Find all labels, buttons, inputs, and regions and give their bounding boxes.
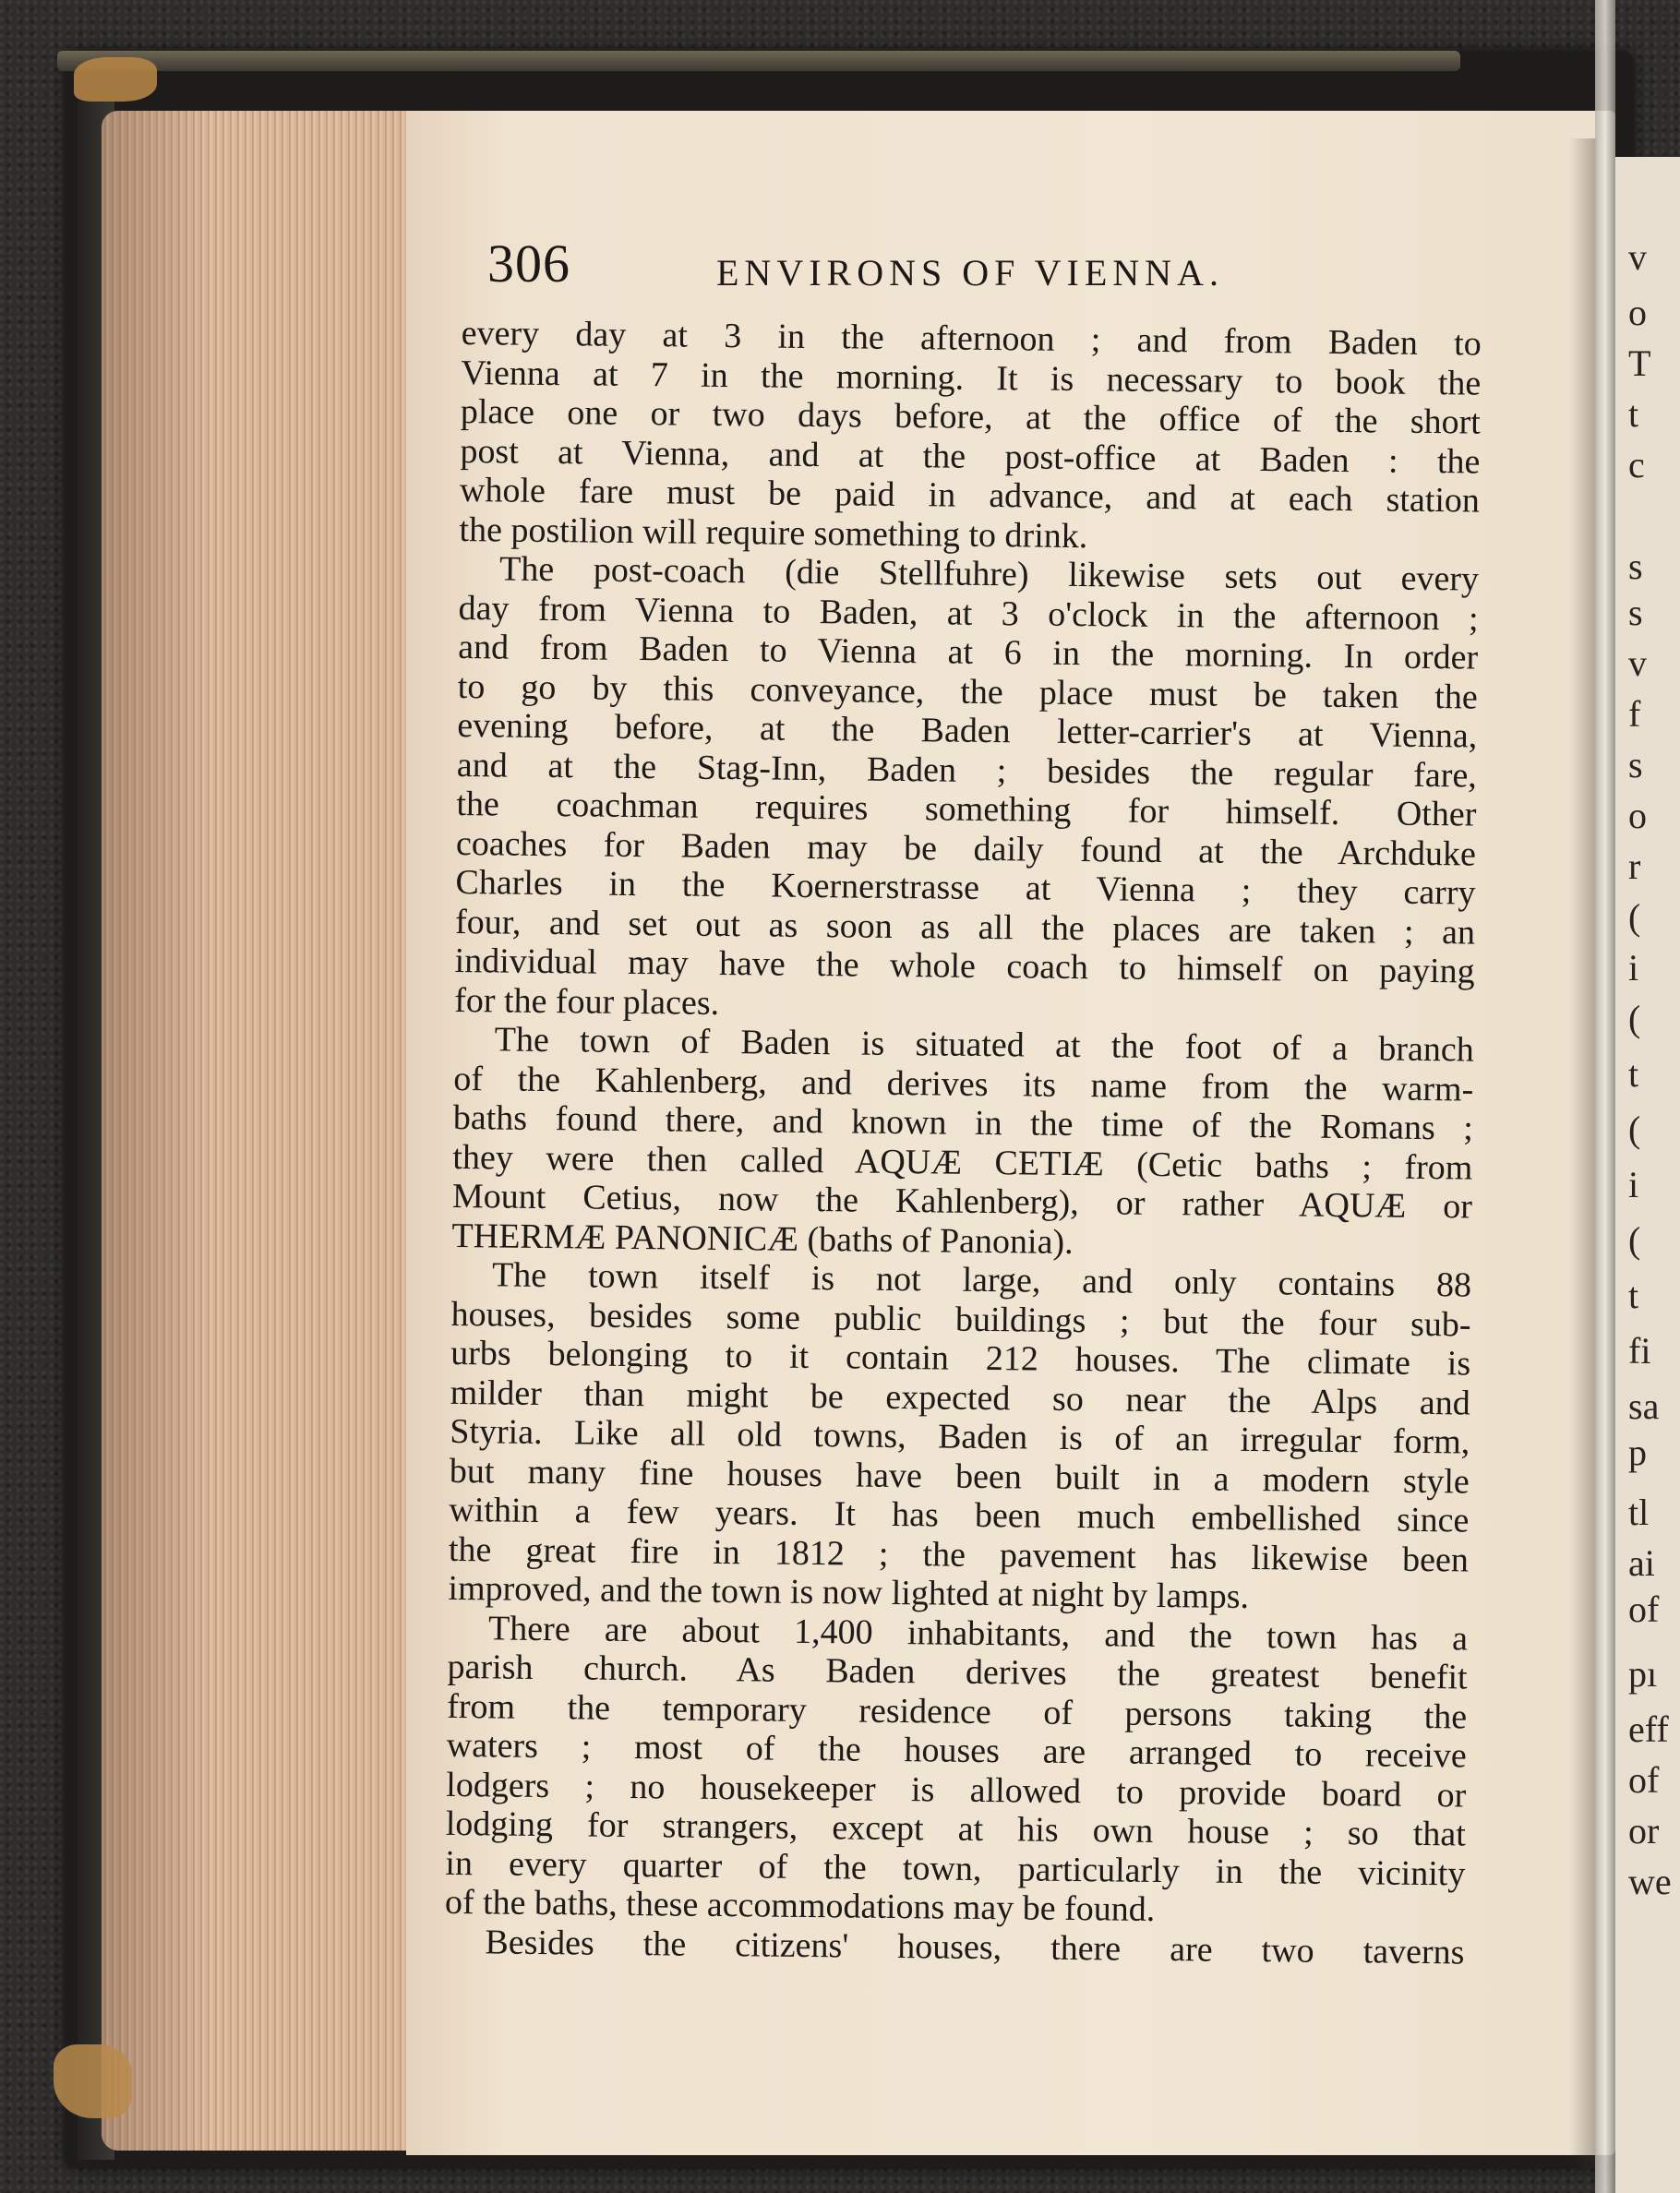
adjacent-page-fragment: [1615, 157, 1680, 2193]
text-line: lodging for strangers, except at his own house ; so that: [445, 1804, 1467, 1854]
page-number: 306: [487, 234, 570, 294]
text-line: the great fire in 1812 ; the pavement has likewise been: [448, 1529, 1470, 1579]
adjacent-page-letter: eff: [1628, 1708, 1669, 1750]
adjacent-page-letter: t: [1628, 1275, 1639, 1316]
adjacent-page-letter: i: [1628, 1164, 1639, 1205]
text-line: and from Baden to Vienna at 6 in the morning. In order: [457, 627, 1479, 677]
text-line: The post-coach (die Stellfuhre) likewise sets out every: [498, 549, 1480, 599]
text-line: The town of Baden is situated at the foot of a branch: [494, 1020, 1474, 1070]
text-line: whole fare must be paid in advance, and at each station: [459, 470, 1481, 521]
paragraph: [448, 1255, 1471, 1619]
adjacent-page-letter: f: [1628, 693, 1641, 735]
paragraph: [454, 549, 1479, 1031]
adjacent-page-letter: pı: [1628, 1653, 1658, 1695]
text-line: Mount Cetius, now the Kahlenberg), or rather AQUÆ or: [451, 1176, 1473, 1227]
text-line: four, and set out as soon as all the places are taken ; an: [454, 902, 1476, 953]
text-line: urbs belonging to it contain 212 houses. The climate is: [450, 1333, 1471, 1384]
text-line: the coachman requires something for himself. Other: [456, 784, 1477, 834]
text-line: waters ; most of the houses are arranged to receive: [446, 1725, 1467, 1776]
adjacent-page-letter: v: [1628, 236, 1647, 278]
text-line: in every quarter of the town, particularly in the vicinity: [445, 1843, 1466, 1893]
adjacent-page-letter: t: [1628, 1053, 1639, 1095]
running-title: ENVIRONS OF VIENNA.: [716, 252, 1224, 294]
paragraph: [445, 1608, 1468, 1933]
adjacent-page-letter: o: [1628, 292, 1647, 333]
adjacent-page-letter: ai: [1628, 1542, 1655, 1584]
text-line: The town itself is not large, and only contains 88: [491, 1255, 1472, 1305]
text-line: individual may have the whole coach to himself on paying: [454, 941, 1475, 991]
adjacent-page-letter: tl: [1628, 1492, 1650, 1533]
text-line: and at the Stag-Inn, Baden ; besides the regular fare,: [456, 745, 1478, 796]
adjacent-page-letter: T: [1628, 342, 1651, 384]
cover-edge: [57, 51, 1460, 71]
text-line: Vienna at 7 in the morning. It is necessary to book the: [461, 353, 1482, 403]
adjacent-page-letter: sa: [1628, 1385, 1660, 1427]
text-line: to go by this conveyance, the place must be taken the: [457, 666, 1478, 717]
text-line: post at Vienna, and at the post-office at Baden : the: [460, 431, 1481, 482]
text-line: place one or two days before, at the office of the short: [460, 391, 1482, 442]
text-line: THERMÆ PANONICÆ (baths of Panonia).: [451, 1216, 1074, 1262]
adjacent-page-letter: (: [1628, 896, 1641, 938]
adjacent-page-letter: (: [1628, 998, 1641, 1039]
page-block-shade: [102, 111, 212, 2151]
paragraph: [451, 1020, 1474, 1266]
text-line: houses, besides some public buildings ; but the four sub-: [450, 1294, 1471, 1345]
text-line: lodgers ; no housekeeper is allowed to provide board or: [446, 1765, 1467, 1815]
adjacent-page-letter: o: [1628, 795, 1647, 836]
page-gutter-shadow: [1569, 138, 1597, 2169]
adjacent-page-letter: s: [1628, 744, 1643, 785]
text-line: day from Vienna to Baden, at 3 o'clock in the afternoon ;: [458, 588, 1479, 639]
adjacent-page-letter: fi: [1628, 1330, 1651, 1372]
adjacent-page-letter: of: [1628, 1759, 1660, 1801]
adjacent-page-letter: p: [1628, 1432, 1647, 1473]
text-line: of the Kahlenberg, and derives its name from the warm-: [453, 1059, 1474, 1109]
text-line: for the four places.: [453, 980, 720, 1023]
cover-wear-bottom: [54, 2044, 132, 2118]
text-line: improved, and the town is now lighted at night by lamps.: [448, 1568, 1250, 1617]
text-line: evening before, at the Baden letter-carrier's at Vienna,: [457, 705, 1478, 756]
text-line: the postilion will require something to drink.: [459, 509, 1088, 556]
text-line: parish church. As Baden derives the greatest benefit: [447, 1647, 1468, 1697]
text-line: within a few years. It has been much embellished since: [449, 1490, 1470, 1540]
adjacent-page-letter: c: [1628, 444, 1645, 485]
text-line: Styria. Like all old towns, Baden is of an irregular form,: [450, 1411, 1470, 1462]
text-line: coaches for Baden may be daily found at the Archduke: [455, 823, 1477, 874]
text-line: every day at 3 in the afternoon ; and from Baden to: [461, 314, 1482, 364]
adjacent-page-letter: s: [1628, 545, 1643, 587]
text-line: but many fine houses have been built in a modern style: [449, 1451, 1470, 1502]
page-header: [487, 231, 1346, 305]
page-body-text: [444, 314, 1482, 1971]
text-line: from the temporary residence of persons taking the: [446, 1686, 1468, 1736]
adjacent-page-letter: we: [1628, 1861, 1672, 1902]
adjacent-page-letter: v: [1628, 642, 1647, 684]
adjacent-page-letter: (: [1628, 1219, 1641, 1261]
adjacent-page-letter: i: [1628, 947, 1639, 989]
adjacent-page-letter: r: [1628, 845, 1641, 887]
text-line: Charles in the Koernerstrasse at Vienna ; they carry: [455, 862, 1476, 913]
text-line: Besides the citizens' houses, there are two taverns: [485, 1922, 1465, 1971]
text-line: of the baths, these accommodations may be found.: [444, 1882, 1156, 1929]
text-line: milder than might be expected so near the Alps and: [450, 1372, 1470, 1423]
cover-wear-top: [74, 57, 157, 102]
paragraph: [459, 314, 1482, 560]
adjacent-page-letter: or: [1628, 1810, 1660, 1851]
adjacent-page-letter: (: [1628, 1108, 1641, 1150]
adjacent-page-letter: s: [1628, 592, 1643, 633]
adjacent-page-letter: of: [1628, 1588, 1660, 1630]
text-line: baths found there, and known in the time of the Romans ;: [452, 1097, 1474, 1148]
glass-plate-edge: [1595, 0, 1615, 2193]
adjacent-page-letter: t: [1628, 393, 1639, 435]
text-line: they were then called AQUÆ CETIÆ (Cetic baths ; from: [452, 1137, 1473, 1188]
text-line: There are about 1,400 inhabitants, and the town has a: [487, 1608, 1469, 1658]
